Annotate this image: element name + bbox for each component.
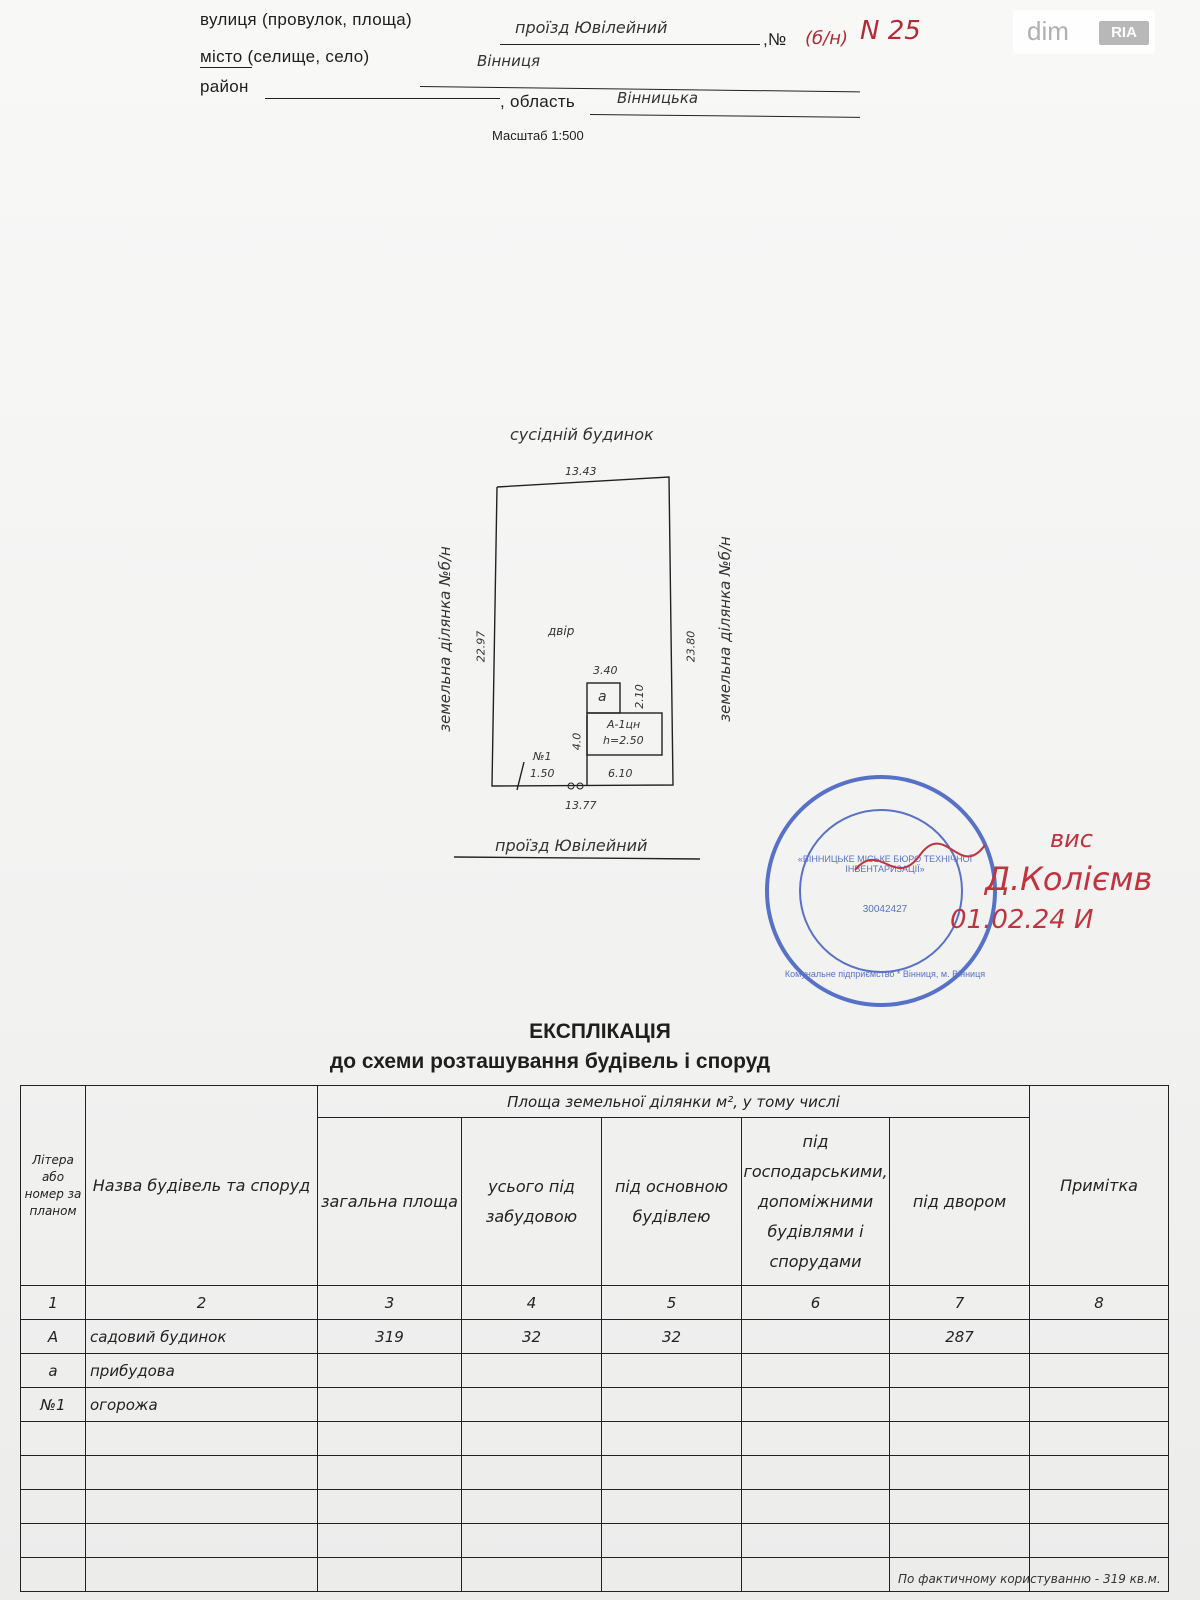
col-number-1: 1: [21, 1286, 86, 1320]
row-litera: №1: [21, 1388, 86, 1422]
row-built: [462, 1456, 602, 1490]
row-note: [1030, 1320, 1169, 1354]
row-name: огорожа: [86, 1388, 318, 1422]
explication-table: [20, 1085, 1169, 1592]
row-built: [462, 1490, 602, 1524]
region-label: , область: [500, 92, 576, 111]
plan-left-gap: 4.0: [570, 732, 584, 751]
row-litera: [21, 1524, 86, 1558]
row-main: [602, 1558, 742, 1592]
plan-right-neighbor: земельна ділянка №б/н: [716, 536, 734, 722]
explication-title: ЕКСПЛІКАЦІЯ: [529, 1020, 671, 1043]
plan-top-label: сусідній будинок: [510, 425, 654, 444]
stamp-code: 30042427: [862, 904, 908, 915]
row-note: [1030, 1354, 1169, 1388]
row-note: [1030, 1388, 1169, 1422]
row-total: [318, 1524, 462, 1558]
col-number-7: 7: [890, 1286, 1030, 1320]
city-label: місто (селище, село): [200, 47, 370, 66]
street-line: [454, 857, 700, 859]
row-name: [86, 1558, 318, 1592]
row-yard: [890, 1456, 1030, 1490]
row-yard: [890, 1354, 1030, 1388]
row-aux: [742, 1490, 890, 1524]
row-main: [602, 1524, 742, 1558]
district-label: район: [200, 77, 249, 96]
col-header-yard: під двором: [890, 1118, 1030, 1286]
col-header-aux: під господарськими, допоміжними будівлями і спорудами: [742, 1118, 890, 1286]
plan-left-dim: 22.97: [474, 630, 488, 663]
table-row: [21, 1388, 1169, 1422]
row-built: [462, 1558, 602, 1592]
plan-right-dim: 23.80: [684, 630, 698, 663]
row-litera: а: [21, 1354, 86, 1388]
row-litera: [21, 1490, 86, 1524]
table-row: [21, 1422, 1169, 1456]
watermark-dim-text: dim: [1027, 16, 1069, 46]
scale-label: Масштаб 1:500: [492, 128, 584, 143]
row-aux: [742, 1456, 890, 1490]
col-header-name: Назва будівель та споруд: [86, 1086, 318, 1286]
row-aux: [742, 1558, 890, 1592]
row-litera: А: [21, 1320, 86, 1354]
street-value: проїзд Ювілейний: [515, 18, 668, 37]
column-number-row: [21, 1286, 1169, 1320]
row-yard: [890, 1422, 1030, 1456]
col-number-8: 8: [1030, 1286, 1169, 1320]
signature-scribble: [850, 830, 990, 900]
row-built: 32: [462, 1320, 602, 1354]
row-main: [602, 1388, 742, 1422]
table-row: [21, 1490, 1169, 1524]
row-note: [1030, 1456, 1169, 1490]
row-built: [462, 1422, 602, 1456]
row-total: 319: [318, 1320, 462, 1354]
row-name: садовий будинок: [86, 1320, 318, 1354]
row-note: [1030, 1422, 1169, 1456]
row-name: [86, 1456, 318, 1490]
table-row: [21, 1524, 1169, 1558]
row-main: [602, 1490, 742, 1524]
plan-a-width: 3.40: [593, 664, 618, 677]
explication-subtitle: до схеми розташування будівель і споруд: [329, 1050, 771, 1073]
plan-top-dim: 13.43: [565, 465, 597, 478]
row-litera: [21, 1456, 86, 1490]
row-name: [86, 1490, 318, 1524]
row-note: [1030, 1490, 1169, 1524]
plan-fence-dim: 1.50: [530, 767, 555, 780]
table-row: [21, 1354, 1169, 1388]
row-total: [318, 1490, 462, 1524]
col-header-group: Площа земельної ділянки м², у тому числі: [318, 1086, 1030, 1118]
plan-fence-label: №1: [533, 750, 552, 763]
col-number-3: 3: [318, 1286, 462, 1320]
plan-a-label: а: [598, 689, 607, 705]
row-built: [462, 1524, 602, 1558]
col-number-6: 6: [742, 1286, 890, 1320]
row-total: [318, 1354, 462, 1388]
watermark-ria-logo: RIA: [1099, 21, 1149, 45]
col-header-total: загальна площа: [318, 1118, 462, 1286]
street-label: вулиця (провулок, площа): [200, 10, 412, 29]
col-header-main: під основною будівлею: [602, 1118, 742, 1286]
col-number-5: 5: [602, 1286, 742, 1320]
table-row: [21, 1320, 1169, 1354]
row-built: [462, 1388, 602, 1422]
row-yard: [890, 1388, 1030, 1422]
row-litera: [21, 1558, 86, 1592]
signature-note-1: вис: [1050, 825, 1093, 853]
plan-left-neighbor: земельна ділянка №б/н: [436, 546, 454, 732]
col-header-built: усього під забудовою: [462, 1118, 602, 1286]
row-name: [86, 1422, 318, 1456]
plan-house-label: А-1цн: [607, 718, 641, 731]
row-aux: [742, 1422, 890, 1456]
stamp-outer-text: Комунальне підприємство * Вінниця, м. Вінниця: [784, 969, 986, 979]
row-main: 32: [602, 1320, 742, 1354]
table-row: [21, 1456, 1169, 1490]
number-handwritten: N 25: [860, 16, 921, 46]
row-total: [318, 1422, 462, 1456]
plan-a-height: 2.10: [632, 684, 646, 709]
row-note: [1030, 1524, 1169, 1558]
row-aux: [742, 1320, 890, 1354]
footer-note: По фактичному користуванню - 319 кв.м.: [898, 1572, 1161, 1586]
plan-house-width: 6.10: [608, 767, 633, 780]
stamp-inner-text: «ВІННИЦЬКЕ МІСЬКЕ БЮРО ТЕХНІЧНОЇ ІНВЕНТАРИЗАЦІЇ»: [797, 854, 973, 874]
col-header-note: Примітка: [1030, 1086, 1169, 1286]
row-name: прибудова: [86, 1354, 318, 1388]
row-aux: [742, 1524, 890, 1558]
plan-yard: двір: [548, 624, 575, 638]
row-total: [318, 1456, 462, 1490]
row-total: [318, 1558, 462, 1592]
signature-date: 01.02.24 И: [950, 905, 1094, 935]
col-number-2: 2: [86, 1286, 318, 1320]
row-aux: [742, 1354, 890, 1388]
number-label: ,№: [763, 30, 787, 49]
row-main: [602, 1354, 742, 1388]
row-built: [462, 1354, 602, 1388]
plan-street: проїзд Ювілейний: [495, 836, 648, 855]
row-total: [318, 1388, 462, 1422]
plan-bottom-dim: 13.77: [565, 799, 597, 812]
row-yard: [890, 1490, 1030, 1524]
city-value: Вінниця: [477, 52, 541, 70]
col-header-litera: Літера або номер за планом: [21, 1086, 86, 1286]
row-name: [86, 1524, 318, 1558]
number-value: (б/н): [805, 28, 848, 49]
row-aux: [742, 1388, 890, 1422]
row-yard: [890, 1524, 1030, 1558]
signature-name: Д.Коліємв: [985, 860, 1153, 898]
col-number-4: 4: [462, 1286, 602, 1320]
row-main: [602, 1422, 742, 1456]
region-value: Вінницька: [617, 89, 699, 107]
row-main: [602, 1456, 742, 1490]
row-yard: 287: [890, 1320, 1030, 1354]
row-litera: [21, 1422, 86, 1456]
plan-house-height: h=2.50: [603, 734, 644, 747]
